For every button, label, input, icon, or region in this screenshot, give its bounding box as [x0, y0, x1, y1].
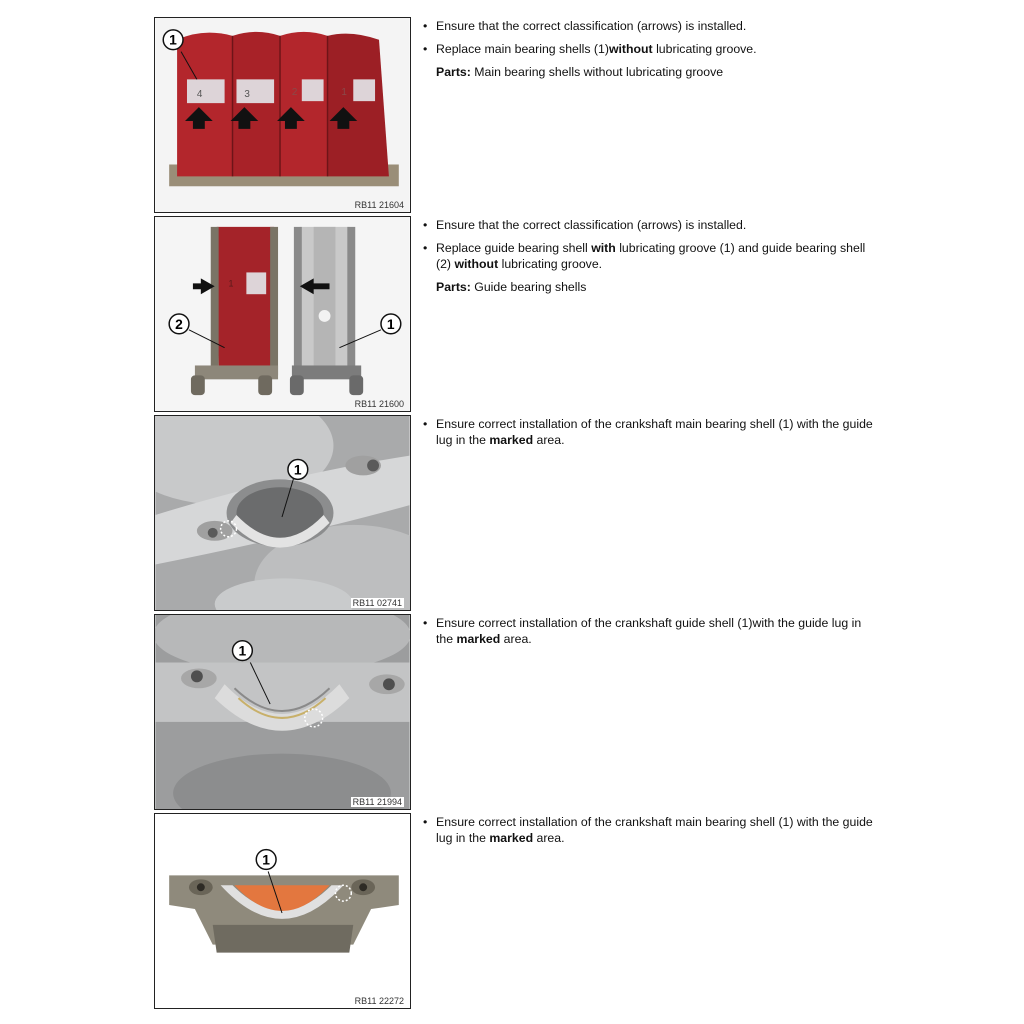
figure-code: RB11 22272 — [354, 996, 404, 1006]
shell-number-4: 4 — [196, 89, 203, 101]
shell-number-1: 1 — [228, 278, 234, 289]
parts-line: Parts: Guide bearing shells — [436, 280, 587, 294]
instruction-bullet: • Ensure correct installation of the crankshaft guide shell (1)with the guide lug in the marked area. — [420, 615, 880, 647]
guide-bearing-shells-illustration — [155, 217, 410, 411]
figure-code: RB11 21604 — [354, 200, 404, 210]
instruction-bullet: • Ensure correct installation of the crankshaft main bearing shell (1) with the guide lug in the marked area. — [420, 416, 880, 448]
main-bearing-installed-photo — [155, 416, 410, 610]
figure-code: RB11 02741 — [352, 598, 402, 608]
figure-main-bearing-cap — [154, 813, 411, 1009]
parts-line: Parts: Main bearing shells without lubricating groove — [436, 65, 724, 79]
instructions-section-2 — [420, 217, 880, 295]
instruction-bullet: • Ensure that the correct classification (arrows) is installed. — [420, 18, 880, 34]
figure-main-bearing-installed — [154, 415, 411, 611]
instructions-section-1 — [420, 18, 880, 80]
shell-number-1: 1 — [341, 87, 347, 99]
figure-code: RB11 21600 — [354, 399, 404, 409]
callout-1-label: 1 — [238, 642, 247, 659]
figure-guide-shell-installed — [154, 614, 411, 810]
callout-1-label: 1 — [262, 851, 270, 868]
figure-guide-bearing-shells — [154, 216, 411, 412]
callout-1-label: 1 — [169, 31, 177, 48]
instruction-bullet: • Replace main bearing shells (1)without lubricating groove. — [420, 41, 880, 57]
shell-number-2: 2 — [291, 87, 298, 99]
instructions-section-5 — [420, 814, 880, 853]
instruction-bullet: • Ensure that the correct classification (arrows) is installed. — [420, 217, 880, 233]
callout-2-label: 2 — [175, 315, 183, 332]
callout-1-label: 1 — [386, 315, 395, 332]
callout-1-label: 1 — [293, 461, 302, 478]
main-bearing-cap-photo — [155, 814, 410, 1008]
guide-shell-installed-photo — [155, 615, 410, 809]
instruction-bullet: • Replace guide bearing shell with lubricating groove (1) and guide bearing shell (2) without lubricating groove. — [420, 240, 880, 272]
instructions-section-3 — [420, 416, 880, 455]
instruction-bullet: • Ensure correct installation of the crankshaft main bearing shell (1) with the guide lug in the marked area. — [420, 814, 880, 846]
main-bearing-shells-illustration — [155, 18, 410, 212]
figure-code: RB11 21994 — [352, 797, 402, 807]
instructions-section-4 — [420, 615, 880, 654]
figure-main-bearing-shells — [154, 17, 411, 213]
shell-number-3: 3 — [244, 89, 250, 101]
